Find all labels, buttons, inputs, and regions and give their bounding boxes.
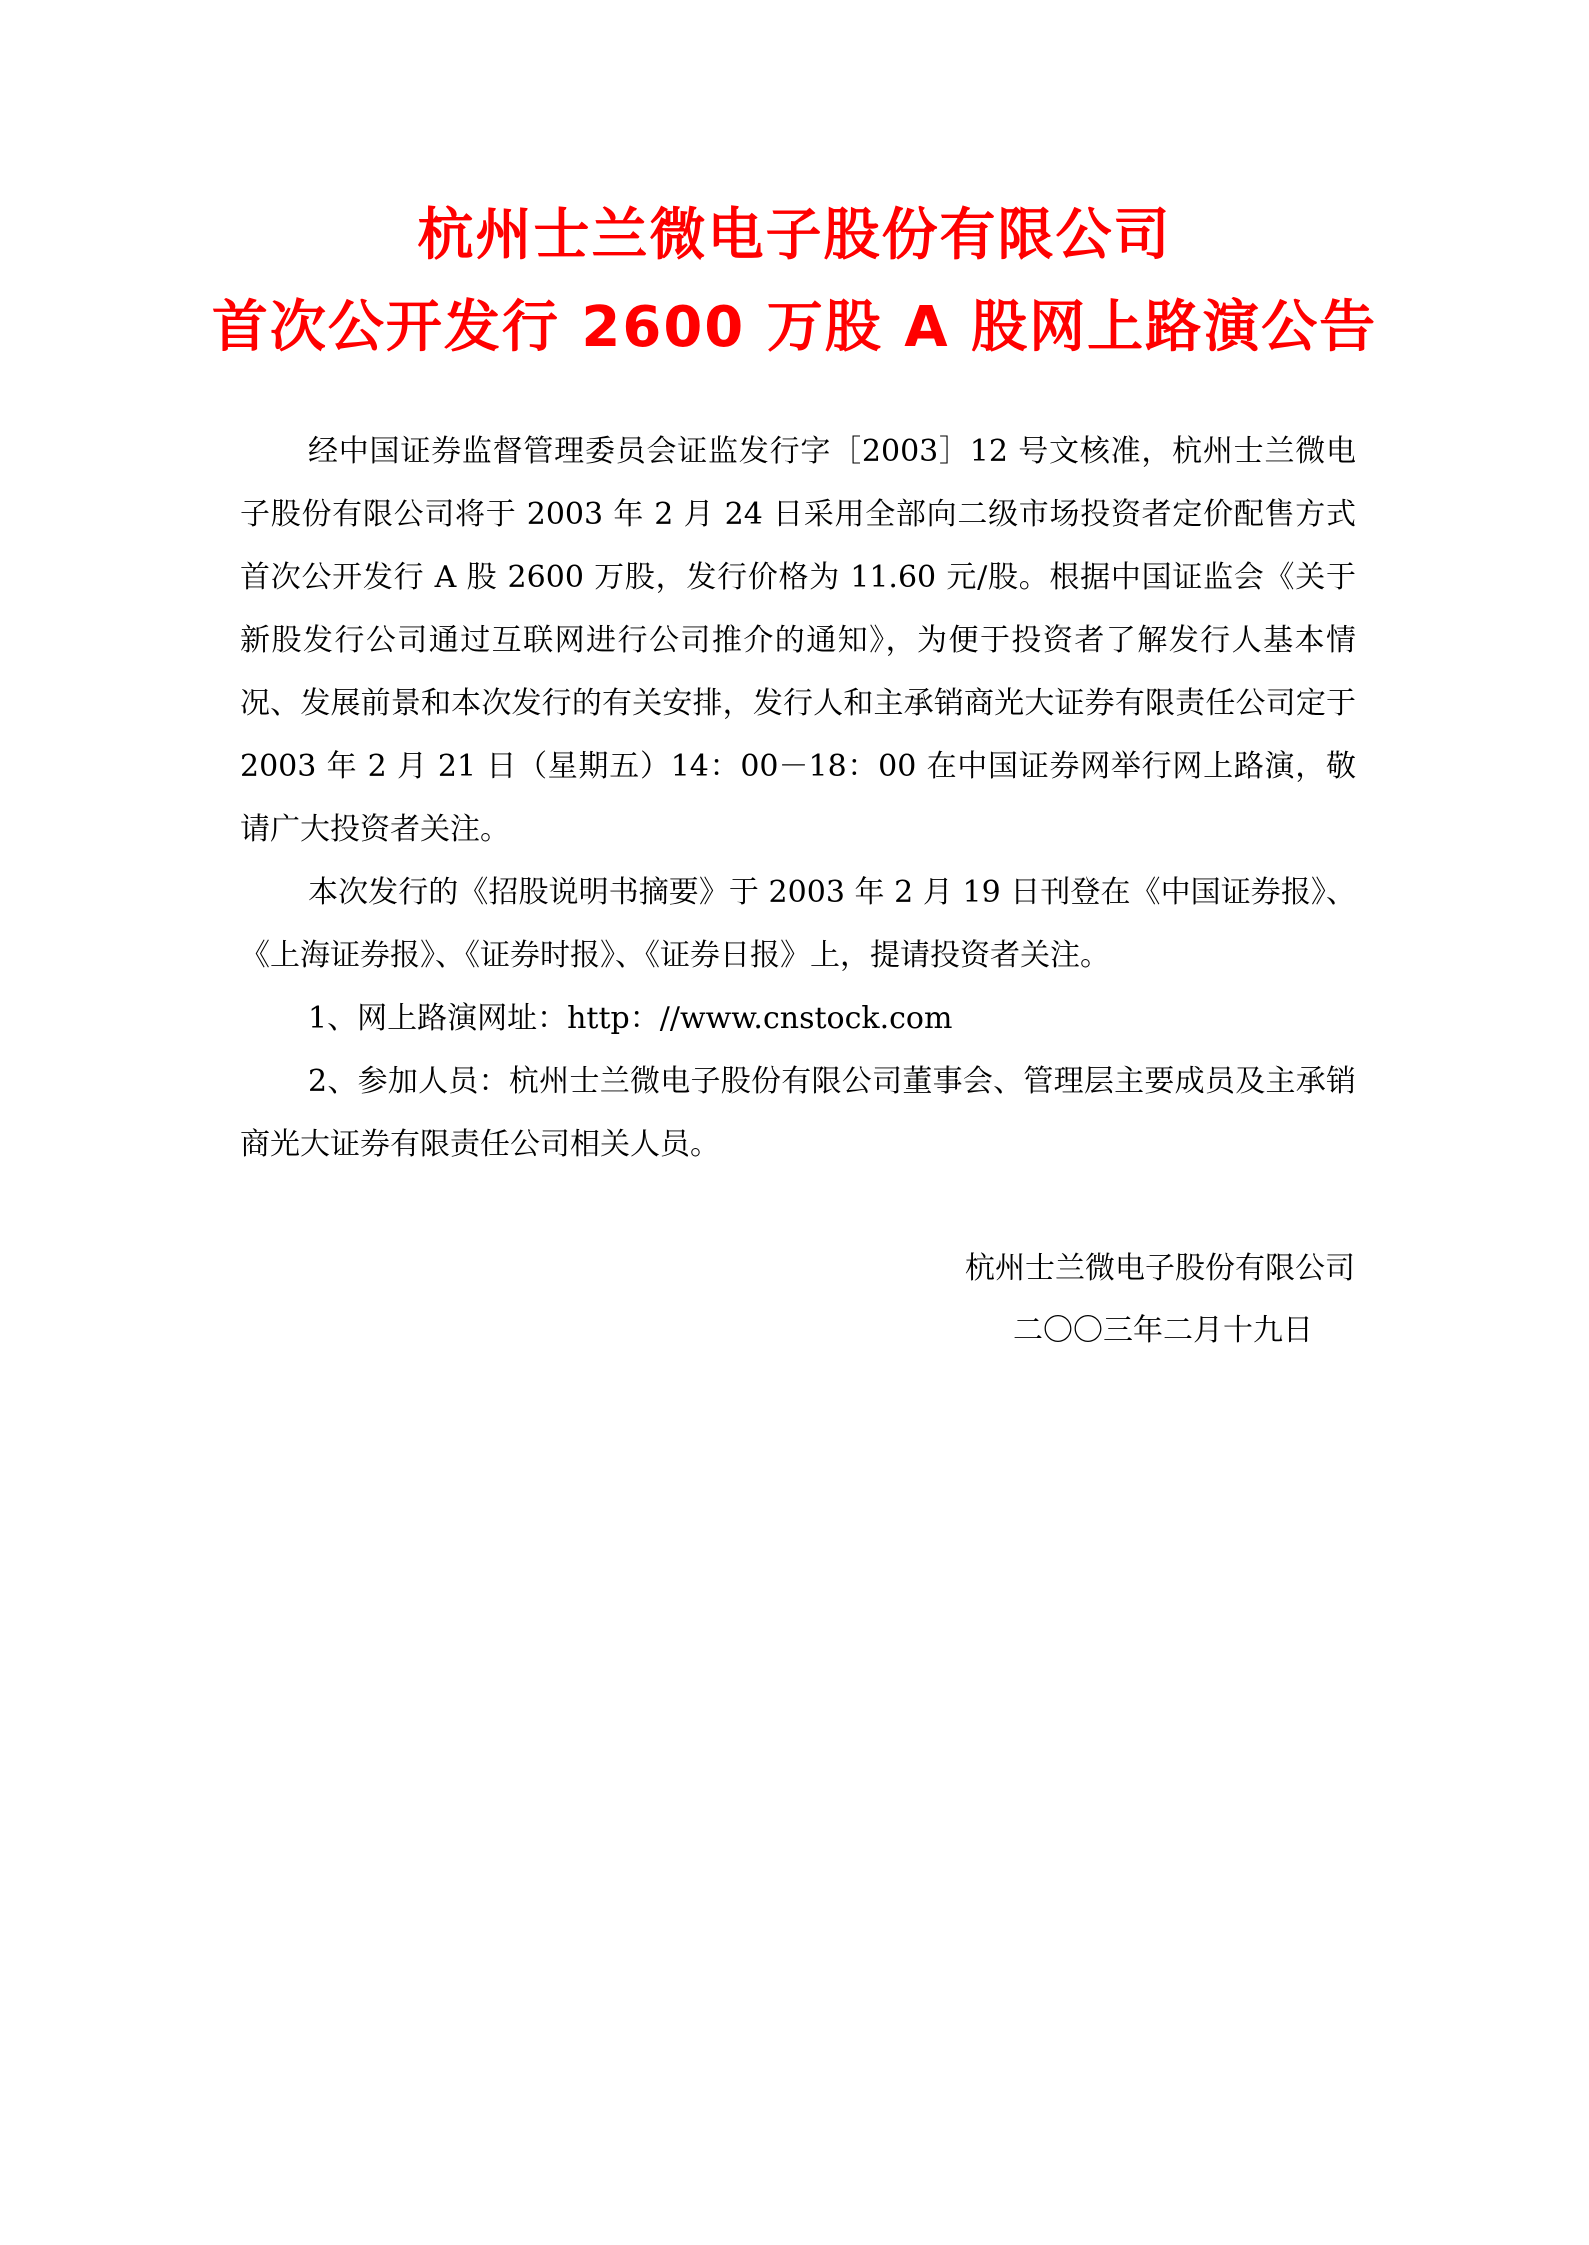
document-title — [0, 190, 1589, 374]
paragraph-prospectus: 本次发行的《招股说明书摘要》于 2003 年 2 月 19 日刊登在《中国证券报》、《上海证券报》、《证券时报》、《证券日报》上，提请投资者关注。 — [240, 875, 1356, 973]
signature-company: 杭州士兰微电子股份有限公司 — [965, 1251, 1355, 1286]
signature-block — [900, 1238, 1355, 1362]
paragraph-approval: 经中国证券监督管理委员会证监发行字［2003］12 号文核准，杭州士兰微电子股份有限公司将于 2003 年 2 月 24 日采用全部向二级市场投资者定价配售方式首次公开发行 A 股 2600 万股，发行价格为 11.60 元/股。根据中国证监会《关于新股发行公司通过互联网进行公司推介的通知》，为便于投资者了解发行人基本情况、发展前景和本次发行的有关安排，发行人和主承销商光大证券有限责任公司定于 2003 年 2 月 21 日（星期五）14：00－18：00 在中国证券网举行网上路演，敬请广大投资者关注。 — [240, 434, 1356, 847]
document-body — [240, 420, 1356, 1176]
signature-date: 二〇〇三年二月十九日 — [1013, 1313, 1313, 1348]
paragraph-participants: 2、参加人员：杭州士兰微电子股份有限公司董事会、管理层主要成员及主承销商光大证券有限责任公司相关人员。 — [240, 1064, 1356, 1162]
title-announcement: 首次公开发行 2600 万股 A 股网上路演公告 — [211, 295, 1378, 360]
title-company-name: 杭州士兰微电子股份有限公司 — [417, 203, 1172, 268]
paragraph-roadshow-url: 1、网上路演网址：http：//www.cnstock.com — [308, 1001, 953, 1036]
